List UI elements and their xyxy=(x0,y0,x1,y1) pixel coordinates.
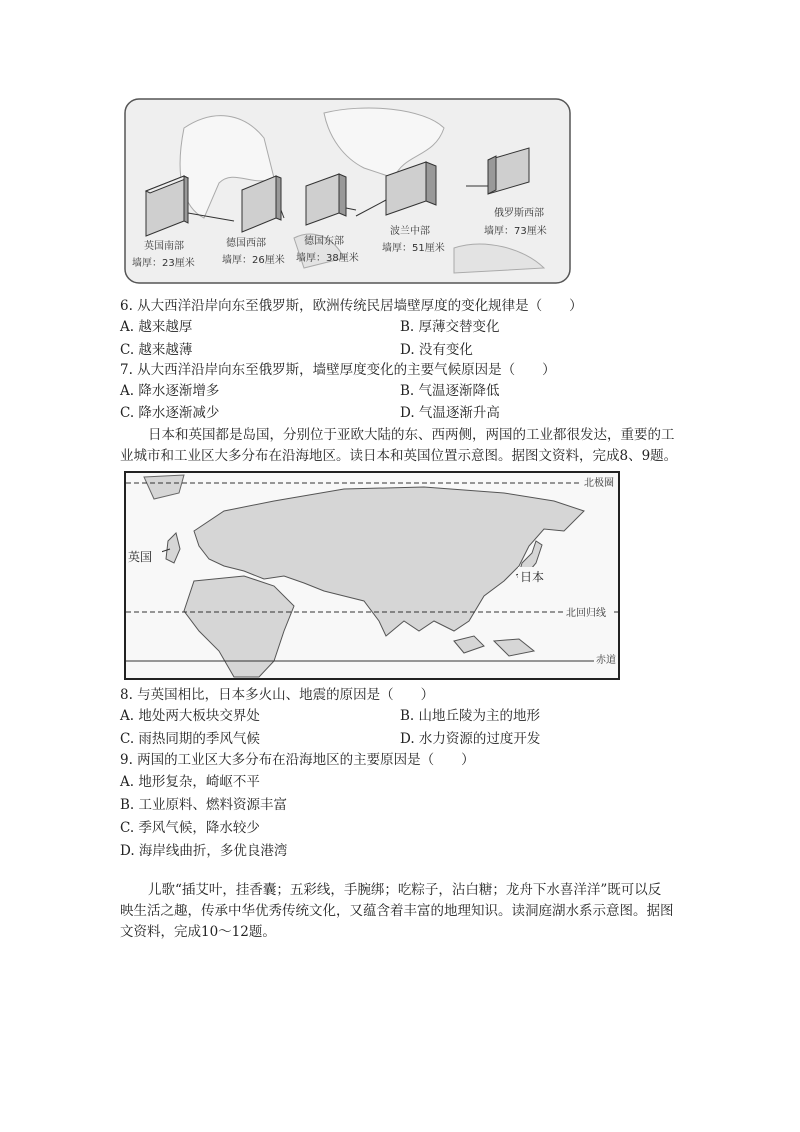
q7-option-c[interactable]: C. 降水逐渐减少 xyxy=(120,405,220,421)
wall-5-region: 俄罗斯西部 xyxy=(494,208,544,219)
q8-option-b[interactable]: B. 山地丘陵为主的地形 xyxy=(400,708,541,724)
wall-4-region: 波兰中部 xyxy=(390,226,430,237)
wall-4-thickness: 墙厚：51厘米 xyxy=(382,243,445,254)
q6-option-d[interactable]: D. 没有变化 xyxy=(400,342,473,358)
q9-option-b[interactable]: B. 工业原料、燃料资源丰富 xyxy=(120,797,288,813)
wall-2-thickness: 墙厚：26厘米 xyxy=(222,255,285,266)
q8-stem: 8. 与英国相比，日本多火山、地震的原因是（ ） xyxy=(120,687,435,703)
intro1-line1: 日本和英国都是岛国，分别位于亚欧大陆的东、西两侧，两国的工业都很发达，重要的工 xyxy=(148,427,675,443)
intro2-line1: 儿歌“插艾叶，挂香囊；五彩线，手腕绑；吃粽子，沾白糖；龙舟下水喜洋洋”既可以反 xyxy=(148,882,662,898)
q9-option-a[interactable]: A. 地形复杂，崎岖不平 xyxy=(120,774,260,790)
wall-2-region: 德国西部 xyxy=(226,238,266,249)
tropic-label: 北回归线 xyxy=(566,608,606,619)
q8-option-d[interactable]: D. 水力资源的过度开发 xyxy=(400,731,541,747)
q8-option-a[interactable]: A. 地处两大板块交界处 xyxy=(120,708,260,724)
uk-label: 英国 xyxy=(128,550,153,564)
q7-stem: 7. 从大西洋沿岸向东至俄罗斯，墙壁厚度变化的主要气候原因是（ ） xyxy=(120,362,556,378)
eurasia-map-figure xyxy=(124,471,620,680)
q6-option-c[interactable]: C. 越来越薄 xyxy=(120,342,193,358)
equator-label: 赤道 xyxy=(596,655,616,666)
wall-1-region: 英国南部 xyxy=(144,241,184,252)
q6-option-a[interactable]: A. 越来越厚 xyxy=(120,319,193,335)
q6-stem: 6. 从大西洋沿岸向东至俄罗斯，欧洲传统民居墙壁厚度的变化规律是（ ） xyxy=(120,298,583,314)
intro2-line2: 映生活之趣，传承中华优秀传统文化，又蕴含着丰富的地理知识。读洞庭湖水系示意图。据图 xyxy=(120,903,674,919)
q9-option-c[interactable]: C. 季风气候，降水较少 xyxy=(120,820,260,836)
wall-3-thickness: 墙厚：38厘米 xyxy=(296,253,359,264)
eurasia-map xyxy=(124,471,620,680)
q7-option-a[interactable]: A. 降水逐渐增多 xyxy=(120,383,220,399)
q7-option-b[interactable]: B. 气温逐渐降低 xyxy=(400,383,500,399)
intro2-line3: 文资料，完成10～12题。 xyxy=(120,924,276,940)
japan-label: 日本 xyxy=(520,570,545,584)
intro1-line2: 业城市和工业区大多分布在沿海地区。读日本和英国位置示意图。据图文资料，完成8、9题。 xyxy=(120,448,678,464)
q8-option-c[interactable]: C. 雨热同期的季风气候 xyxy=(120,731,260,747)
wall-1-thickness: 墙厚：23厘米 xyxy=(132,258,195,269)
q9-option-d[interactable]: D. 海岸线曲折，多优良港湾 xyxy=(120,843,288,859)
wall-thickness-map xyxy=(124,98,571,284)
q6-option-b[interactable]: B. 厚薄交替变化 xyxy=(400,319,500,335)
q7-option-d[interactable]: D. 气温逐渐升高 xyxy=(400,405,500,421)
wall-thickness-figure xyxy=(124,98,571,284)
arctic-circle-label: 北极圈 xyxy=(584,478,614,489)
wall-3-region: 德国东部 xyxy=(304,236,344,247)
wall-5-thickness: 墙厚：73厘米 xyxy=(484,226,547,237)
q9-stem: 9. 两国的工业区大多分布在沿海地区的主要原因是（ ） xyxy=(120,752,475,768)
